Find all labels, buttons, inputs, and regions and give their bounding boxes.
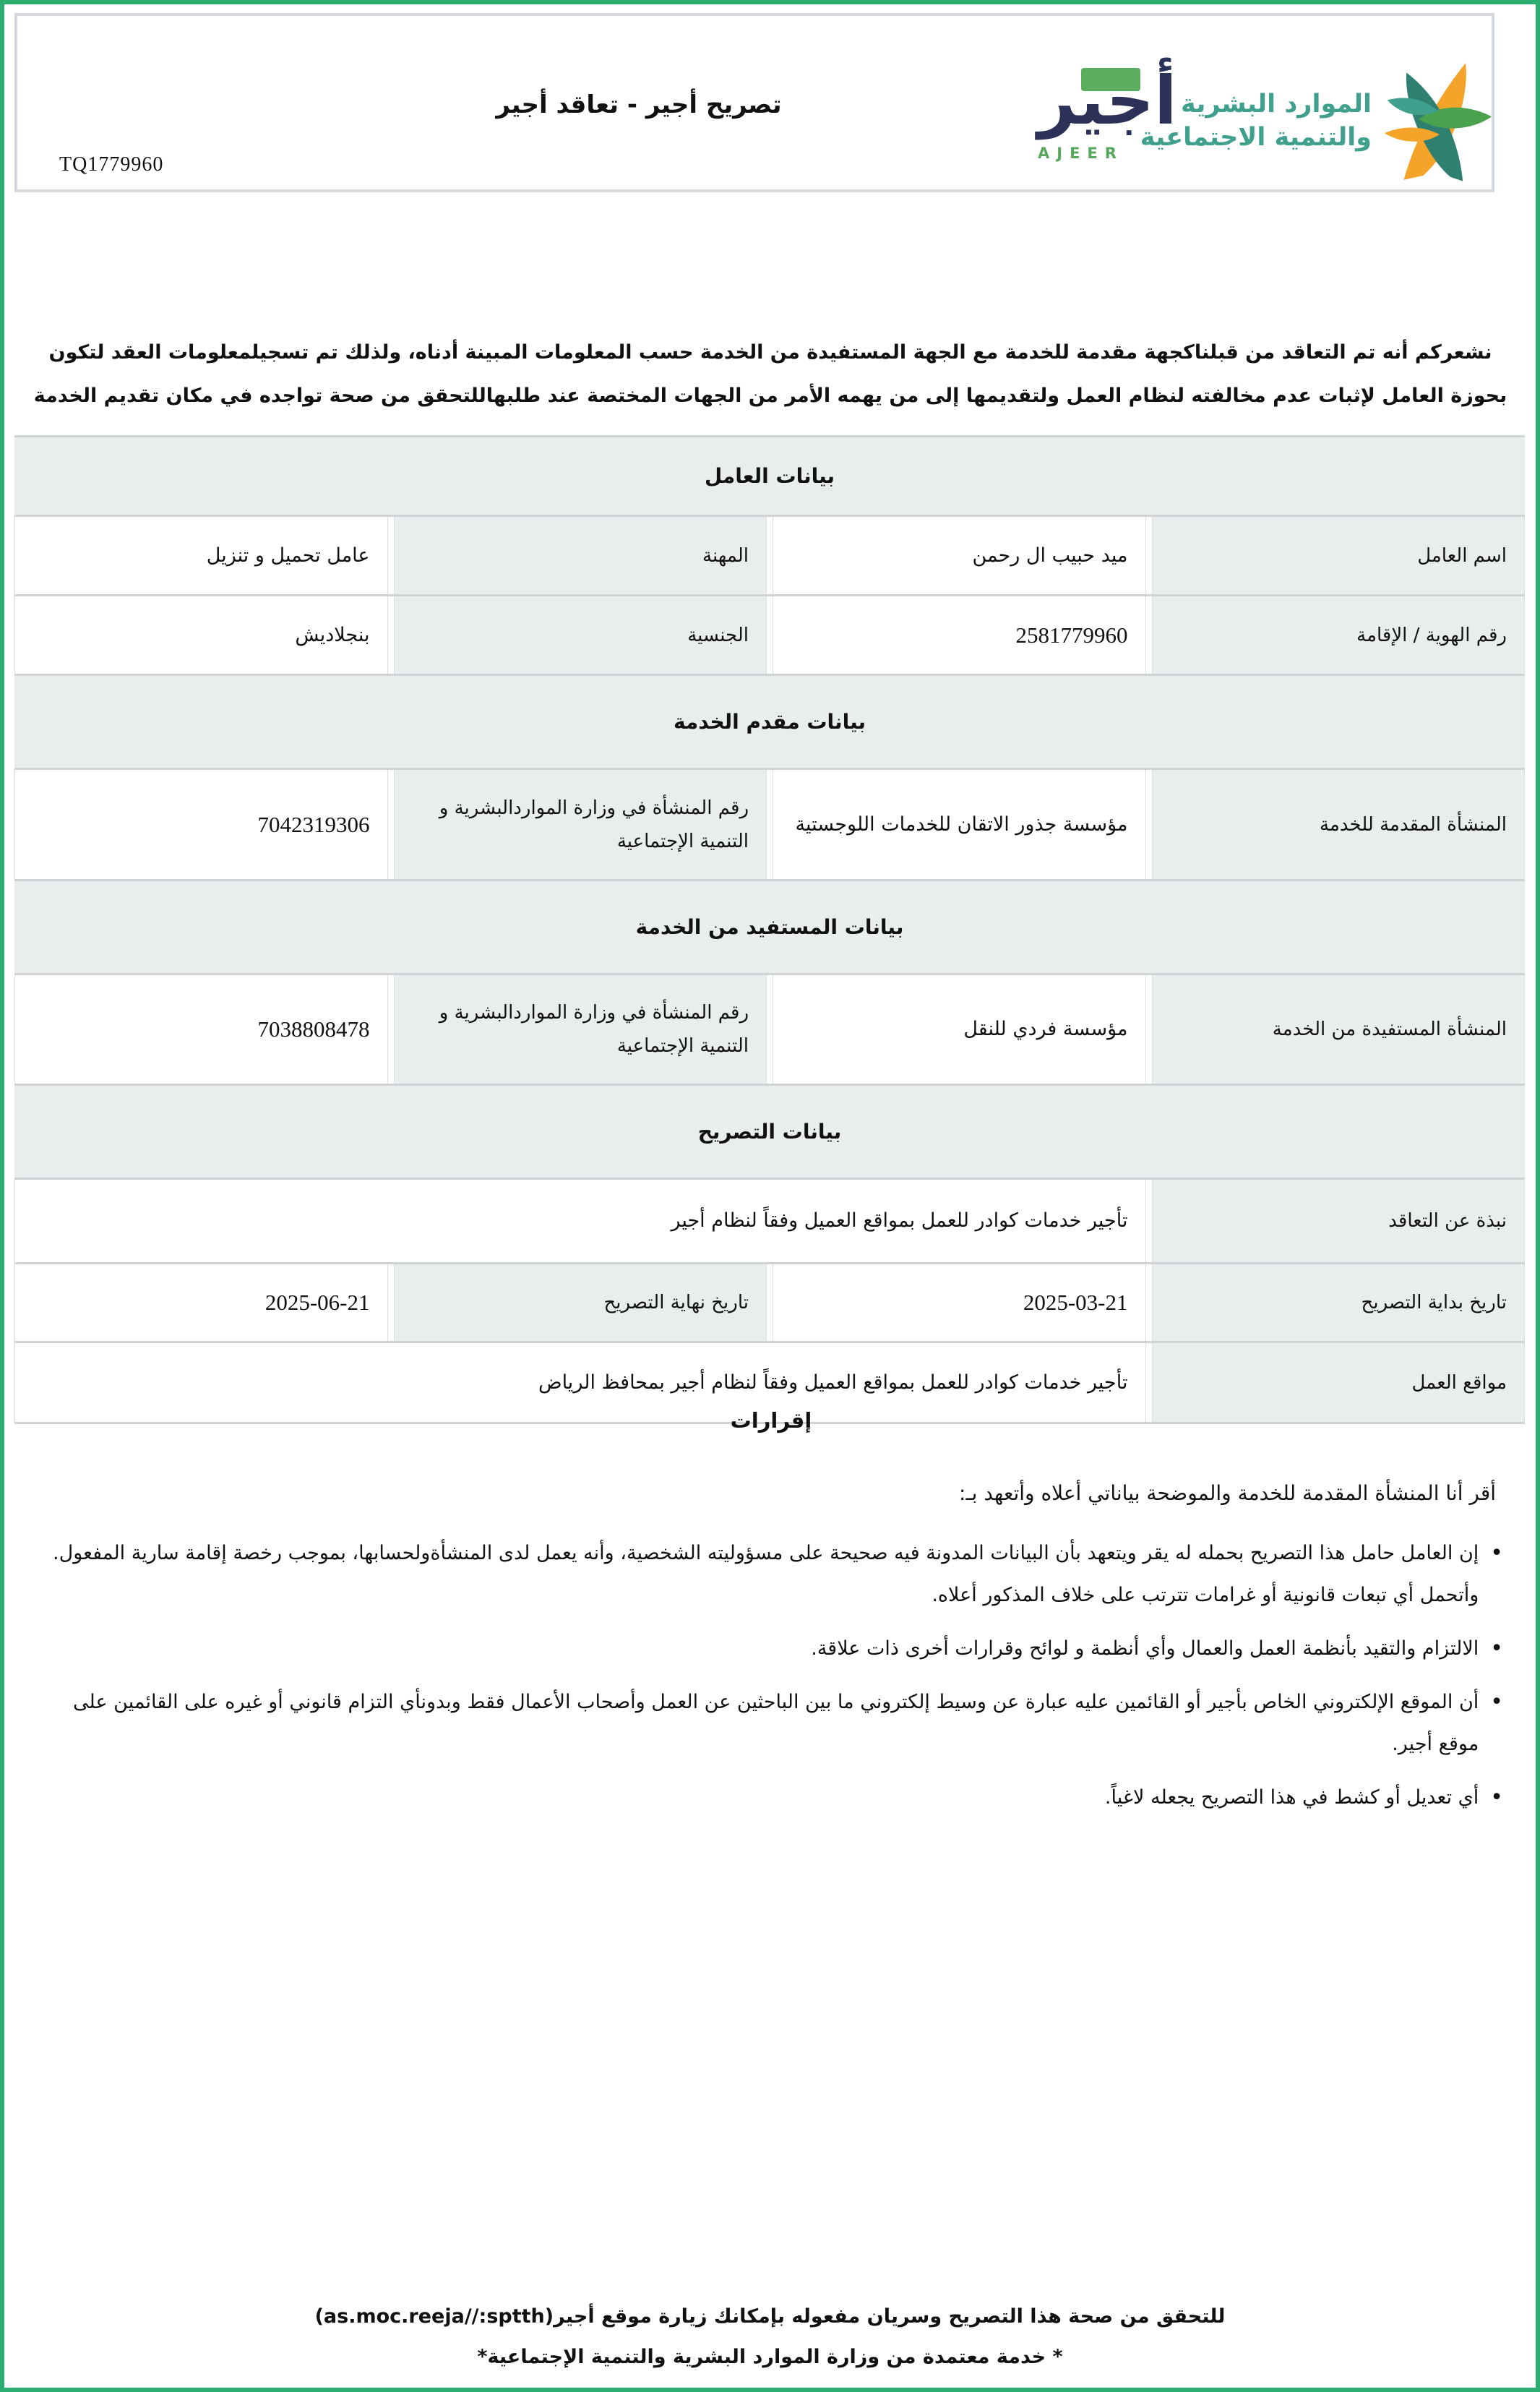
permit-end-date-value: 2025-06-21 [14,1264,388,1341]
footer-verification-line: للتحقق من صحة هذا التصريح وسريان مفعوله بإمكانك زيارة موقع أجير(as.moc.reeja//:sptth) [314,2305,1226,2328]
ajeer-logo-latin-wordmark: AJEER [1038,145,1124,162]
worker-nationality-value: بنجلاديش [14,596,388,674]
table-row [14,1264,1525,1343]
permit-end-date-label: تاريخ نهاية التصريح [394,1264,767,1341]
permit-start-date-label: تاريخ بداية التصريح [1152,1264,1526,1341]
worker-id-value: 2581779960 [773,596,1146,674]
section-header-beneficiary: بيانات المستفيد من الخدمة [14,881,1525,975]
table-row [14,975,1525,1086]
ministry-wordmark-line1: الموارد البشرية [1180,90,1372,119]
work-locations-value: تأجير خدمات كوادر للعمل بمواقع العميل وفقاً لنظام أجير بمحافظ الرياض [14,1343,1146,1422]
provider-name-value: مؤسسة جذور الاتقان للخدمات اللوجستية [773,770,1146,879]
worker-profession-value: عامل تحميل و تنزيل [14,517,388,594]
beneficiary-number-value: 7038808478 [14,975,388,1084]
bullet-icon: • [1490,1636,1503,1661]
worker-name-value: ميد حبيب ال رحمن [773,517,1146,594]
bullet-icon: • [1490,1540,1503,1566]
permit-number: TQ1779960 [59,153,164,176]
declaration-text: أي تعديل أو كشط في هذا التصريح يجعله لاغياً. [1104,1786,1479,1809]
declaration-text: أن الموقع الإلكتروني الخاص بأجير أو القائمين عليه عبارة عن وسيط إلكتروني ما بين الباحثين عن العمل وأصحاب الأعمال فقط وبدونأي التزام قانوني أو غيره على القائمين على موقع أجير. [73,1691,1479,1755]
section-header-permit: بيانات التصريح [14,1086,1525,1180]
declaration-item [30,1628,1512,1670]
footer-certified-line: * خدمة معتمدة من وزارة الموارد البشرية والتنمية الإجتماعية* [477,2346,1063,2368]
beneficiary-number-label: رقم المنشأة في وزارة المواردالبشرية و التنمية الإجتماعية [394,975,767,1084]
beneficiary-name-value: مؤسسة فردي للنقل [773,975,1146,1084]
table-row [14,596,1525,676]
bullet-icon: • [1490,1785,1503,1810]
section-header-worker: بيانات العامل [14,437,1525,517]
permit-data-table [14,435,1525,1424]
declaration-text: إن العامل حامل هذا التصريح بحمله له يقر ويتعهد بأن البيانات المدونة فيه صحيحة على مسؤوليته الشخصية، وأنه يعمل لدى المنشأةولحسابها، بموجب رخصة إقامة سارية المفعول. وأتحمل أي تبعات قانونية أو غرامات تترتب على خلاف المذكور أعلاه. [53,1542,1479,1606]
contract-about-label: نبذة عن التعاقد [1152,1180,1526,1262]
document-header [14,13,1494,192]
ministry-palm-emblem-icon [1383,59,1493,183]
declarations-section [30,1408,1512,1830]
bullet-icon: • [1490,1689,1503,1715]
work-locations-label: مواقع العمل [1152,1343,1526,1422]
provider-number-value: 7042319306 [14,770,388,879]
declaration-item [30,1532,1512,1616]
provider-name-label: المنشأة المقدمة للخدمة [1152,770,1526,879]
contract-about-value: تأجير خدمات كوادر للعمل بمواقع العميل وفقاً لنظام أجير [14,1180,1146,1262]
section-header-provider: بيانات مقدم الخدمة [14,676,1525,770]
declarations-title: إقرارات [730,1408,812,1433]
ministry-wordmark-line2: والتنمية الاجتماعية [1140,123,1372,152]
ministry-logo [1140,56,1493,186]
worker-name-label: اسم العامل [1152,517,1526,594]
declaration-item [30,1777,1512,1819]
table-row [14,1180,1525,1264]
document-footer [4,2297,1536,2378]
provider-number-label: رقم المنشأة في وزارة المواردالبشرية و التنمية الإجتماعية [394,770,767,879]
declarations-intro: أقر أنا المنشأة المقدمة للخدمة والموضحة بياناتي أعلاه وأتعهد بـ: [959,1481,1496,1505]
table-row [14,517,1525,596]
worker-profession-label: المهنة [394,517,767,594]
table-row [14,770,1525,881]
beneficiary-name-label: المنشأة المستفيدة من الخدمة [1152,975,1526,1084]
declaration-text: الالتزام والتقيد بأنظمة العمل والعمال وأي أنظمة و لوائح وقرارات أخرى ذات علاقة. [811,1637,1479,1660]
declaration-item [30,1681,1512,1765]
intro-paragraph: نشعركم أنه تم التعاقد من قبلناكجهة مقدمة للخدمة مع الجهة المستفيدة من الخدمة حسب المعلومات المبينة أدناه، ولذلك تم تسجيلمعلومات العقد لتكون بحوزة العامل لإثبات عدم مخالفته لنظام العمل ولتقديمها إلى من يهمه الأمر من الجهات المختصة عند طلبهاللتحقق من صحة تواجده في مكان تقديم الخدمة [33,341,1507,407]
permit-start-date-value: 2025-03-21 [773,1264,1146,1341]
page-title: تصريح أجير - تعاقد أجير [496,90,782,120]
worker-nationality-label: الجنسية [394,596,767,674]
worker-id-label: رقم الهوية / الإقامة [1152,596,1526,674]
ajeer-logo-arabic-wordmark: أجير [1038,62,1177,140]
ajeer-logo [1038,58,1182,181]
